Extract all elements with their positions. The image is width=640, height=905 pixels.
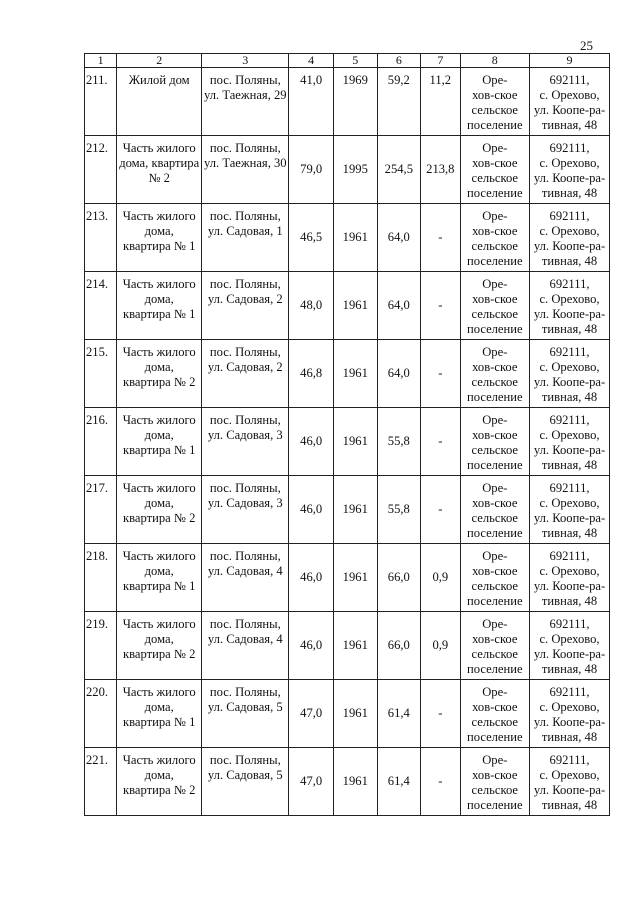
column-6-value: 55,8 [377, 476, 421, 544]
object-address-line: ул. Садовая, 2 [207, 360, 283, 374]
owner-organization-line: Оре- [482, 549, 508, 563]
owner-address [530, 68, 610, 136]
owner-address [530, 612, 610, 680]
column-6-value: 55,8 [377, 408, 421, 476]
row-number: 220. [85, 680, 117, 748]
object-name-line: Часть жилого [122, 413, 196, 427]
year-value: 1969 [333, 68, 377, 136]
owner-address-line: тивная, 48 [541, 390, 598, 404]
object-address [202, 748, 289, 816]
owner-address [530, 204, 610, 272]
object-address-line: ул. Садовая, 4 [207, 564, 283, 578]
object-name-line: Часть жилого [122, 141, 196, 155]
column-header-6: 6 [377, 54, 421, 68]
owner-organization [460, 272, 530, 340]
column-7-value: - [421, 204, 460, 272]
object-address-line: ул. Таежная, 29 [204, 88, 287, 102]
column-header-2: 2 [117, 54, 202, 68]
object-name [117, 68, 202, 136]
area-value: 48,0 [289, 272, 334, 340]
area-value: 41,0 [289, 68, 334, 136]
area-value: 46,0 [289, 408, 334, 476]
object-name-line: Часть жилого [122, 753, 196, 767]
area-value: 79,0 [289, 136, 334, 204]
column-6-value: 61,4 [377, 680, 421, 748]
owner-address-line: с. Орехово, [539, 700, 600, 714]
owner-address-line: ул. Коопе-ра- [533, 307, 606, 321]
object-name-line: дома, [144, 768, 174, 782]
owner-organization-line: хов-ское [472, 700, 518, 714]
owner-organization-line: Оре- [482, 73, 508, 87]
object-name-line: квартира № 1 [123, 239, 196, 253]
column-7-value: - [421, 340, 460, 408]
object-address-line: пос. Поляны, [209, 277, 281, 291]
table-row [85, 340, 610, 408]
object-address-line: ул. Таежная, 30 [204, 156, 287, 170]
object-name-line: дома, [144, 564, 174, 578]
owner-address-line: ул. Коопе-ра- [533, 239, 606, 253]
owner-organization-line: Оре- [482, 481, 508, 495]
owner-address-line: ул. Коопе-ра- [533, 783, 606, 797]
object-name [117, 748, 202, 816]
owner-address-line: тивная, 48 [541, 730, 598, 744]
object-address-line: пос. Поляны, [209, 481, 281, 495]
owner-address-line: тивная, 48 [541, 186, 598, 200]
owner-address-line: с. Орехово, [539, 496, 600, 510]
owner-address-line: 692111, [549, 141, 590, 155]
area-value: 46,0 [289, 544, 334, 612]
column-header-4: 4 [289, 54, 334, 68]
object-address [202, 408, 289, 476]
table-row [85, 136, 610, 204]
object-address-line: пос. Поляны, [209, 685, 281, 699]
column-7-value: - [421, 680, 460, 748]
column-7-value: - [421, 272, 460, 340]
object-name-line: Часть жилого [122, 549, 196, 563]
owner-address-line: 692111, [549, 685, 590, 699]
owner-organization-line: поселение [466, 118, 523, 132]
owner-address-line: с. Орехово, [539, 88, 600, 102]
table-row [85, 408, 610, 476]
area-value: 47,0 [289, 680, 334, 748]
column-6-value: 61,4 [377, 748, 421, 816]
owner-address-line: с. Орехово, [539, 292, 600, 306]
column-header-3: 3 [202, 54, 289, 68]
row-number: 215. [85, 340, 117, 408]
owner-organization-line: поселение [466, 730, 523, 744]
owner-organization-line: хов-ское [472, 360, 518, 374]
row-number: 217. [85, 476, 117, 544]
object-address [202, 476, 289, 544]
owner-address-line: тивная, 48 [541, 254, 598, 268]
object-address-line: ул. Садовая, 3 [207, 496, 283, 510]
owner-address-line: с. Орехово, [539, 564, 600, 578]
table-row [85, 68, 610, 136]
object-name-line: Часть жилого [122, 617, 196, 631]
owner-address-line: ул. Коопе-ра- [533, 579, 606, 593]
object-name [117, 544, 202, 612]
owner-organization-line: поселение [466, 254, 523, 268]
column-6-value: 64,0 [377, 340, 421, 408]
row-number: 221. [85, 748, 117, 816]
owner-address-line: 692111, [549, 481, 590, 495]
object-address [202, 68, 289, 136]
column-6-value: 66,0 [377, 544, 421, 612]
table-row [85, 544, 610, 612]
owner-address [530, 408, 610, 476]
object-name-line: дома, [144, 292, 174, 306]
owner-organization-line: Оре- [482, 617, 508, 631]
object-address-line: пос. Поляны, [209, 617, 281, 631]
owner-organization-line: хов-ское [472, 156, 518, 170]
owner-organization-line: поселение [466, 186, 523, 200]
column-header-5: 5 [333, 54, 377, 68]
owner-address-line: с. Орехово, [539, 156, 600, 170]
object-name [117, 612, 202, 680]
owner-organization-line: хов-ское [472, 292, 518, 306]
owner-organization-line: сельское [471, 171, 519, 185]
year-value: 1961 [333, 204, 377, 272]
owner-organization [460, 544, 530, 612]
column-header-8: 8 [460, 54, 530, 68]
column-7-value: - [421, 476, 460, 544]
owner-organization-line: поселение [466, 594, 523, 608]
object-address-line: ул. Садовая, 1 [207, 224, 283, 238]
row-number: 212. [85, 136, 117, 204]
table-row [85, 476, 610, 544]
object-address-line: пос. Поляны, [209, 549, 281, 563]
object-name-line: дома, [144, 700, 174, 714]
column-7-value: - [421, 408, 460, 476]
owner-organization-line: поселение [466, 662, 523, 676]
owner-address [530, 272, 610, 340]
owner-organization [460, 680, 530, 748]
object-name-line: дома, [144, 360, 174, 374]
column-6-value: 64,0 [377, 204, 421, 272]
object-name [117, 340, 202, 408]
table-row [85, 612, 610, 680]
object-name [117, 476, 202, 544]
owner-address-line: 692111, [549, 413, 590, 427]
owner-organization [460, 476, 530, 544]
owner-organization-line: хов-ское [472, 564, 518, 578]
area-value: 47,0 [289, 748, 334, 816]
owner-organization-line: сельское [471, 783, 519, 797]
owner-address-line: с. Орехово, [539, 428, 600, 442]
owner-organization-line: сельское [471, 307, 519, 321]
table-body [85, 68, 610, 816]
object-address-line: ул. Садовая, 2 [207, 292, 283, 306]
row-number: 211. [85, 68, 117, 136]
object-address-line: пос. Поляны, [209, 209, 281, 223]
object-address-line: ул. Садовая, 5 [207, 700, 283, 714]
year-value: 1961 [333, 680, 377, 748]
object-address-line: пос. Поляны, [209, 413, 281, 427]
year-value: 1961 [333, 476, 377, 544]
owner-organization-line: сельское [471, 647, 519, 661]
year-value: 1995 [333, 136, 377, 204]
row-number: 218. [85, 544, 117, 612]
column-6-value: 59,2 [377, 68, 421, 136]
owner-address-line: с. Орехово, [539, 768, 600, 782]
column-7-value: - [421, 748, 460, 816]
owner-address-line: ул. Коопе-ра- [533, 715, 606, 729]
table-row [85, 204, 610, 272]
area-value: 46,0 [289, 612, 334, 680]
owner-organization-line: сельское [471, 579, 519, 593]
page-number: 25 [580, 38, 593, 53]
owner-organization-line: сельское [471, 375, 519, 389]
owner-organization-line: сельское [471, 511, 519, 525]
owner-organization-line: хов-ское [472, 428, 518, 442]
object-address [202, 340, 289, 408]
object-address [202, 204, 289, 272]
owner-address-line: 692111, [549, 73, 590, 87]
owner-organization [460, 748, 530, 816]
owner-address-line: 692111, [549, 753, 590, 767]
year-value: 1961 [333, 408, 377, 476]
object-name [117, 136, 202, 204]
column-6-value: 254,5 [377, 136, 421, 204]
object-name-line: № 2 [148, 171, 170, 185]
year-value: 1961 [333, 544, 377, 612]
owner-organization-line: поселение [466, 322, 523, 336]
column-6-value: 64,0 [377, 272, 421, 340]
column-6-value: 66,0 [377, 612, 421, 680]
owner-organization [460, 340, 530, 408]
owner-address-line: 692111, [549, 277, 590, 291]
row-number: 214. [85, 272, 117, 340]
owner-organization-line: сельское [471, 715, 519, 729]
object-name-line: Жилой дом [128, 73, 190, 87]
object-name-line: Часть жилого [122, 481, 196, 495]
owner-address [530, 544, 610, 612]
owner-organization [460, 136, 530, 204]
object-name-line: квартира № 1 [123, 443, 196, 457]
owner-organization-line: поселение [466, 458, 523, 472]
object-name-line: квартира № 2 [123, 511, 196, 525]
object-address-line: пос. Поляны, [209, 141, 281, 155]
owner-organization-line: хов-ское [472, 768, 518, 782]
owner-address-line: тивная, 48 [541, 526, 598, 540]
object-name-line: квартира № 2 [123, 647, 196, 661]
property-table [84, 53, 610, 816]
table-row [85, 748, 610, 816]
column-7-value: 0,9 [421, 544, 460, 612]
column-7-value: 0,9 [421, 612, 460, 680]
owner-organization-line: сельское [471, 103, 519, 117]
owner-organization-line: хов-ское [472, 224, 518, 238]
object-name-line: квартира № 1 [123, 715, 196, 729]
owner-address [530, 680, 610, 748]
table-row [85, 680, 610, 748]
owner-address-line: тивная, 48 [541, 322, 598, 336]
owner-organization [460, 204, 530, 272]
column-header-7: 7 [421, 54, 460, 68]
owner-address-line: 692111, [549, 345, 590, 359]
owner-address [530, 748, 610, 816]
owner-organization-line: Оре- [482, 753, 508, 767]
owner-address-line: с. Орехово, [539, 632, 600, 646]
table-row [85, 272, 610, 340]
object-address-line: ул. Садовая, 4 [207, 632, 283, 646]
owner-address-line: тивная, 48 [541, 118, 598, 132]
owner-address-line: ул. Коопе-ра- [533, 103, 606, 117]
owner-address [530, 340, 610, 408]
year-value: 1961 [333, 748, 377, 816]
owner-organization-line: Оре- [482, 209, 508, 223]
object-name [117, 680, 202, 748]
owner-organization-line: Оре- [482, 141, 508, 155]
row-number: 219. [85, 612, 117, 680]
year-value: 1961 [333, 340, 377, 408]
owner-address-line: ул. Коопе-ра- [533, 375, 606, 389]
owner-address [530, 136, 610, 204]
owner-organization-line: поселение [466, 526, 523, 540]
object-name-line: Часть жилого [122, 345, 196, 359]
area-value: 46,8 [289, 340, 334, 408]
owner-organization-line: Оре- [482, 413, 508, 427]
header-row [85, 54, 610, 68]
owner-organization-line: Оре- [482, 345, 508, 359]
owner-organization-line: Оре- [482, 277, 508, 291]
owner-organization [460, 612, 530, 680]
object-name [117, 272, 202, 340]
owner-organization-line: хов-ское [472, 88, 518, 102]
owner-organization-line: сельское [471, 239, 519, 253]
object-name-line: квартира № 1 [123, 579, 196, 593]
object-name-line: дома, [144, 428, 174, 442]
object-address [202, 136, 289, 204]
owner-organization-line: хов-ское [472, 632, 518, 646]
object-address [202, 612, 289, 680]
owner-address-line: с. Орехово, [539, 360, 600, 374]
object-address [202, 680, 289, 748]
owner-organization [460, 408, 530, 476]
owner-address-line: тивная, 48 [541, 594, 598, 608]
owner-organization-line: хов-ское [472, 496, 518, 510]
object-name-line: Часть жилого [122, 209, 196, 223]
owner-address-line: ул. Коопе-ра- [533, 171, 606, 185]
owner-organization-line: поселение [466, 798, 523, 812]
owner-address-line: с. Орехово, [539, 224, 600, 238]
owner-organization [460, 68, 530, 136]
owner-organization-line: поселение [466, 390, 523, 404]
object-address [202, 544, 289, 612]
object-address-line: пос. Поляны, [209, 345, 281, 359]
object-address-line: ул. Садовая, 3 [207, 428, 283, 442]
object-name-line: квартира № 2 [123, 375, 196, 389]
object-address-line: пос. Поляны, [209, 73, 281, 87]
owner-address-line: ул. Коопе-ра- [533, 647, 606, 661]
owner-address-line: тивная, 48 [541, 458, 598, 472]
object-name-line: дома, квартира [119, 156, 200, 170]
owner-address [530, 476, 610, 544]
object-name [117, 204, 202, 272]
owner-address-line: тивная, 48 [541, 798, 598, 812]
owner-organization-line: Оре- [482, 685, 508, 699]
column-header-9: 9 [530, 54, 610, 68]
object-name-line: квартира № 2 [123, 783, 196, 797]
owner-address-line: 692111, [549, 209, 590, 223]
area-value: 46,5 [289, 204, 334, 272]
row-number: 216. [85, 408, 117, 476]
owner-address-line: ул. Коопе-ра- [533, 511, 606, 525]
year-value: 1961 [333, 272, 377, 340]
object-name-line: Часть жилого [122, 277, 196, 291]
owner-organization-line: сельское [471, 443, 519, 457]
object-name-line: квартира № 1 [123, 307, 196, 321]
object-name-line: Часть жилого [122, 685, 196, 699]
object-name-line: дома, [144, 632, 174, 646]
owner-address-line: 692111, [549, 617, 590, 631]
column-7-value: 11,2 [421, 68, 460, 136]
object-name-line: дома, [144, 224, 174, 238]
year-value: 1961 [333, 612, 377, 680]
owner-address-line: тивная, 48 [541, 662, 598, 676]
object-address [202, 272, 289, 340]
row-number: 213. [85, 204, 117, 272]
owner-address-line: 692111, [549, 549, 590, 563]
owner-address-line: ул. Коопе-ра- [533, 443, 606, 457]
area-value: 46,0 [289, 476, 334, 544]
object-name-line: дома, [144, 496, 174, 510]
object-address-line: ул. Садовая, 5 [207, 768, 283, 782]
object-address-line: пос. Поляны, [209, 753, 281, 767]
object-name [117, 408, 202, 476]
column-7-value: 213,8 [421, 136, 460, 204]
column-header-1: 1 [85, 54, 117, 68]
